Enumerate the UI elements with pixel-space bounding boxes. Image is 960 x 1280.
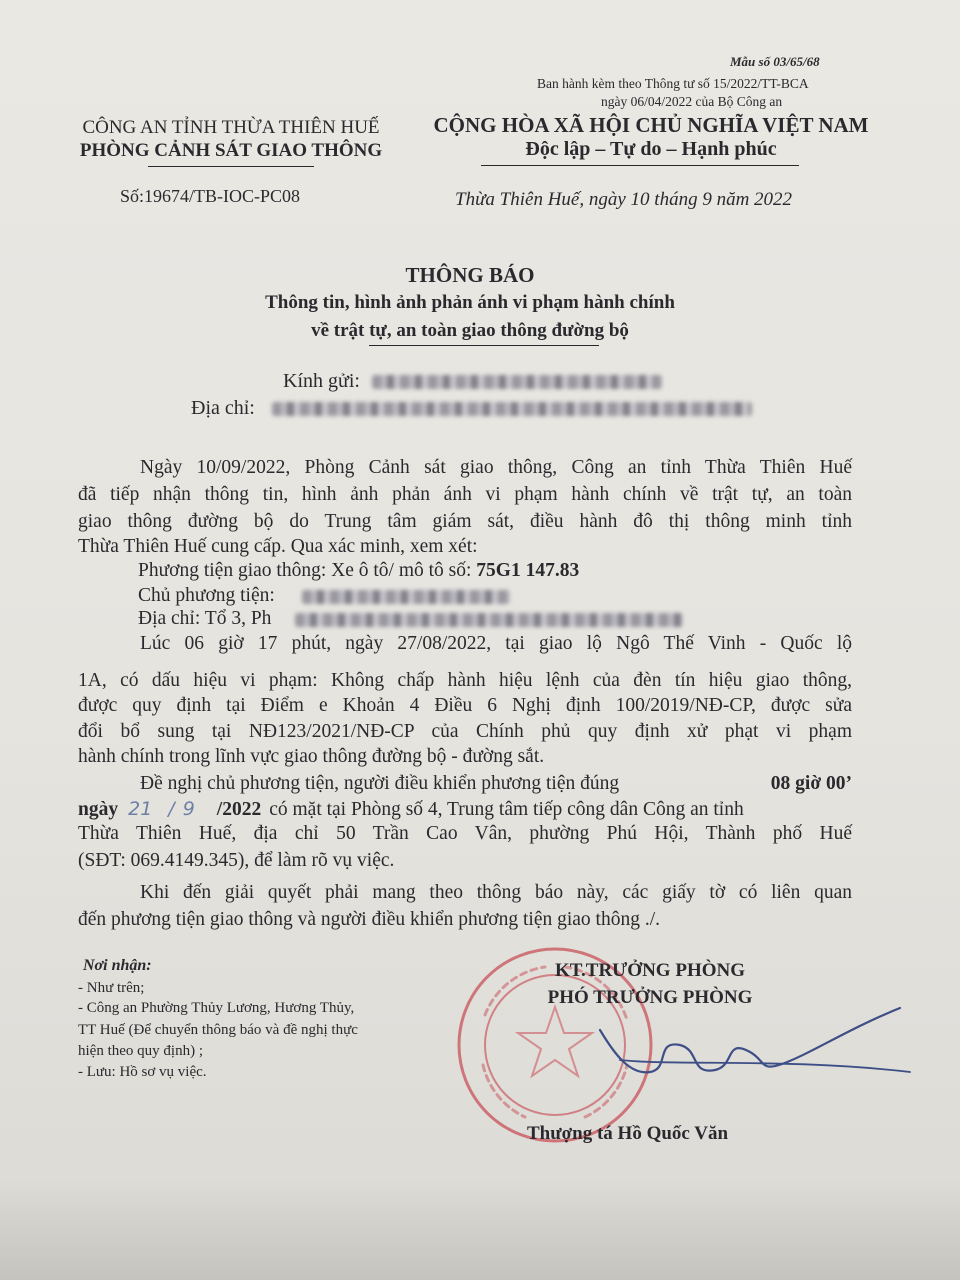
handwritten-month: 9 (182, 798, 195, 820)
agency-name: CÔNG AN TỈNH THỪA THIÊN HUẾ (82, 117, 380, 138)
document-number: Số:19674/TB-IOC-PC08 (120, 186, 301, 206)
recipient-label: Kính gửi: (283, 370, 360, 392)
body-p1-line1: Ngày 10/09/2022, Phòng Cảnh sát giao thông, Công an tỉnh Thừa Thiên Huế (140, 457, 852, 478)
page-shadow (0, 1180, 960, 1280)
signer-name: Thượng tá Hồ Quốc Văn (527, 1123, 729, 1144)
agency-department: PHÒNG CẢNH SÁT GIAO THÔNG (79, 140, 383, 161)
appointment-year: /2022 (216, 799, 262, 820)
receivers-label: Nơi nhận: (83, 957, 152, 974)
handwritten-day: 21 (128, 798, 153, 820)
document-subtitle-line1: Thông tin, hình ảnh phản ánh vi phạm hành chính (265, 292, 675, 313)
receiver-item: TT Huế (Để chuyển thông báo và đề nghị thực (78, 1022, 358, 1038)
body-p1-line3: giao thông đường bộ do Trung tâm giám sát, điều hành đô thị thông minh tỉnh (78, 511, 852, 532)
vehicle-info (138, 560, 579, 582)
body-p3-line2 (78, 798, 852, 821)
redacted-recipient (372, 375, 662, 389)
body-p2-line1: Lúc 06 giờ 17 phút, ngày 27/08/2022, tại giao lộ Ngô Thế Vinh - Quốc lộ (140, 633, 852, 654)
vehicle-label: Phương tiện giao thông: Xe ô tô/ mô tô số: (138, 560, 472, 581)
redacted-owner-address (295, 613, 683, 627)
body-p1-line4: Thừa Thiên Huế cung cấp. Qua xác minh, xem xét: (78, 536, 478, 557)
body-p3-line1-text: Đề nghị chủ phương tiện, người điều khiển phương tiện đúng (140, 773, 620, 794)
body-p2-line2: 1A, có dấu hiệu vi phạm: Không chấp hành hiệu lệnh của đèn tín hiệu giao thông, (78, 670, 852, 691)
appointment-time: 08 giờ 00’ (770, 773, 852, 794)
owner-address-label: Địa chỉ: Tổ 3, Ph (138, 608, 272, 629)
body-p3-line4: (SĐT: 069.4149.345), để làm rõ vụ việc. (78, 850, 395, 871)
vehicle-plate: 75G1 147.83 (476, 560, 580, 581)
redacted-owner (302, 590, 510, 604)
signature-subtitle: PHÓ TRƯỞNG PHÒNG (547, 987, 753, 1008)
document-subtitle-line2: về trật tự, an toàn giao thông đường bộ (311, 320, 629, 341)
signature-title: KT.TRƯỞNG PHÒNG (555, 960, 745, 981)
receiver-item: hiện theo quy định) ; (78, 1043, 203, 1059)
body-p2-line5: hành chính trong lĩnh vực giao thông đường bộ - đường sắt. (78, 746, 545, 767)
issued-with-line2: ngày 06/04/2022 của Bộ Công an (601, 94, 783, 109)
body-p4-line2: đến phương tiện giao thông và người điều khiển phương tiện giao thông ./. (78, 909, 661, 930)
recipient-address-label: Địa chỉ: (191, 397, 255, 419)
handwritten-separator: / (168, 798, 175, 820)
body-p4-line1: Khi đến giải quyết phải mang theo thông báo này, các giấy tờ có liên quan (140, 882, 852, 903)
nation-name: CỘNG HÒA XÃ HỘI CHỦ NGHĨA VIỆT NAM (433, 113, 869, 137)
document-title: THÔNG BÁO (405, 263, 535, 287)
body-p2-line4: đổi bổ sung tại NĐ123/2021/NĐ-CP của Chính phủ quy định xử phạt vi phạm (78, 721, 852, 742)
handwritten-signature (560, 1000, 920, 1090)
body-p2-line3: được quy định tại Điểm e Khoản 4 Điều 6 Nghị định 100/2019/NĐ-CP, được sửa (78, 695, 852, 716)
agency-underline (148, 166, 314, 167)
body-p3-line1 (140, 773, 852, 795)
appointment-day-label: ngày (78, 799, 119, 820)
receiver-item: - Như trên; (78, 980, 145, 996)
issued-with-line1: Ban hành kèm theo Thông tư số 15/2022/TT-BCA (537, 76, 809, 91)
form-number: Mẫu số 03/65/68 (730, 54, 820, 69)
body-p3-line3: Thừa Thiên Huế, địa chỉ 50 Trần Cao Vân, phường Phú Hội, Thành phố Huế (78, 823, 852, 844)
appointment-location: có mặt tại Phòng số 4, Trung tâm tiếp công dân Công an tỉnh (269, 799, 744, 820)
title-underline (369, 345, 599, 346)
owner-label: Chủ phương tiện: (138, 585, 275, 606)
place-and-date: Thừa Thiên Huế, ngày 10 tháng 9 năm 2022 (455, 189, 793, 210)
body-p1-line2: đã tiếp nhận thông tin, hình ảnh phản ánh vi phạm hành chính về trật tự, an toàn (78, 484, 852, 505)
redacted-recipient-address (272, 402, 752, 416)
nation-motto: Độc lập – Tự do – Hạnh phúc (525, 138, 777, 160)
motto-underline (481, 165, 799, 166)
receiver-item: - Công an Phường Thủy Lương, Hương Thủy, (78, 1000, 355, 1016)
receiver-item: - Lưu: Hồ sơ vụ việc. (78, 1064, 207, 1080)
